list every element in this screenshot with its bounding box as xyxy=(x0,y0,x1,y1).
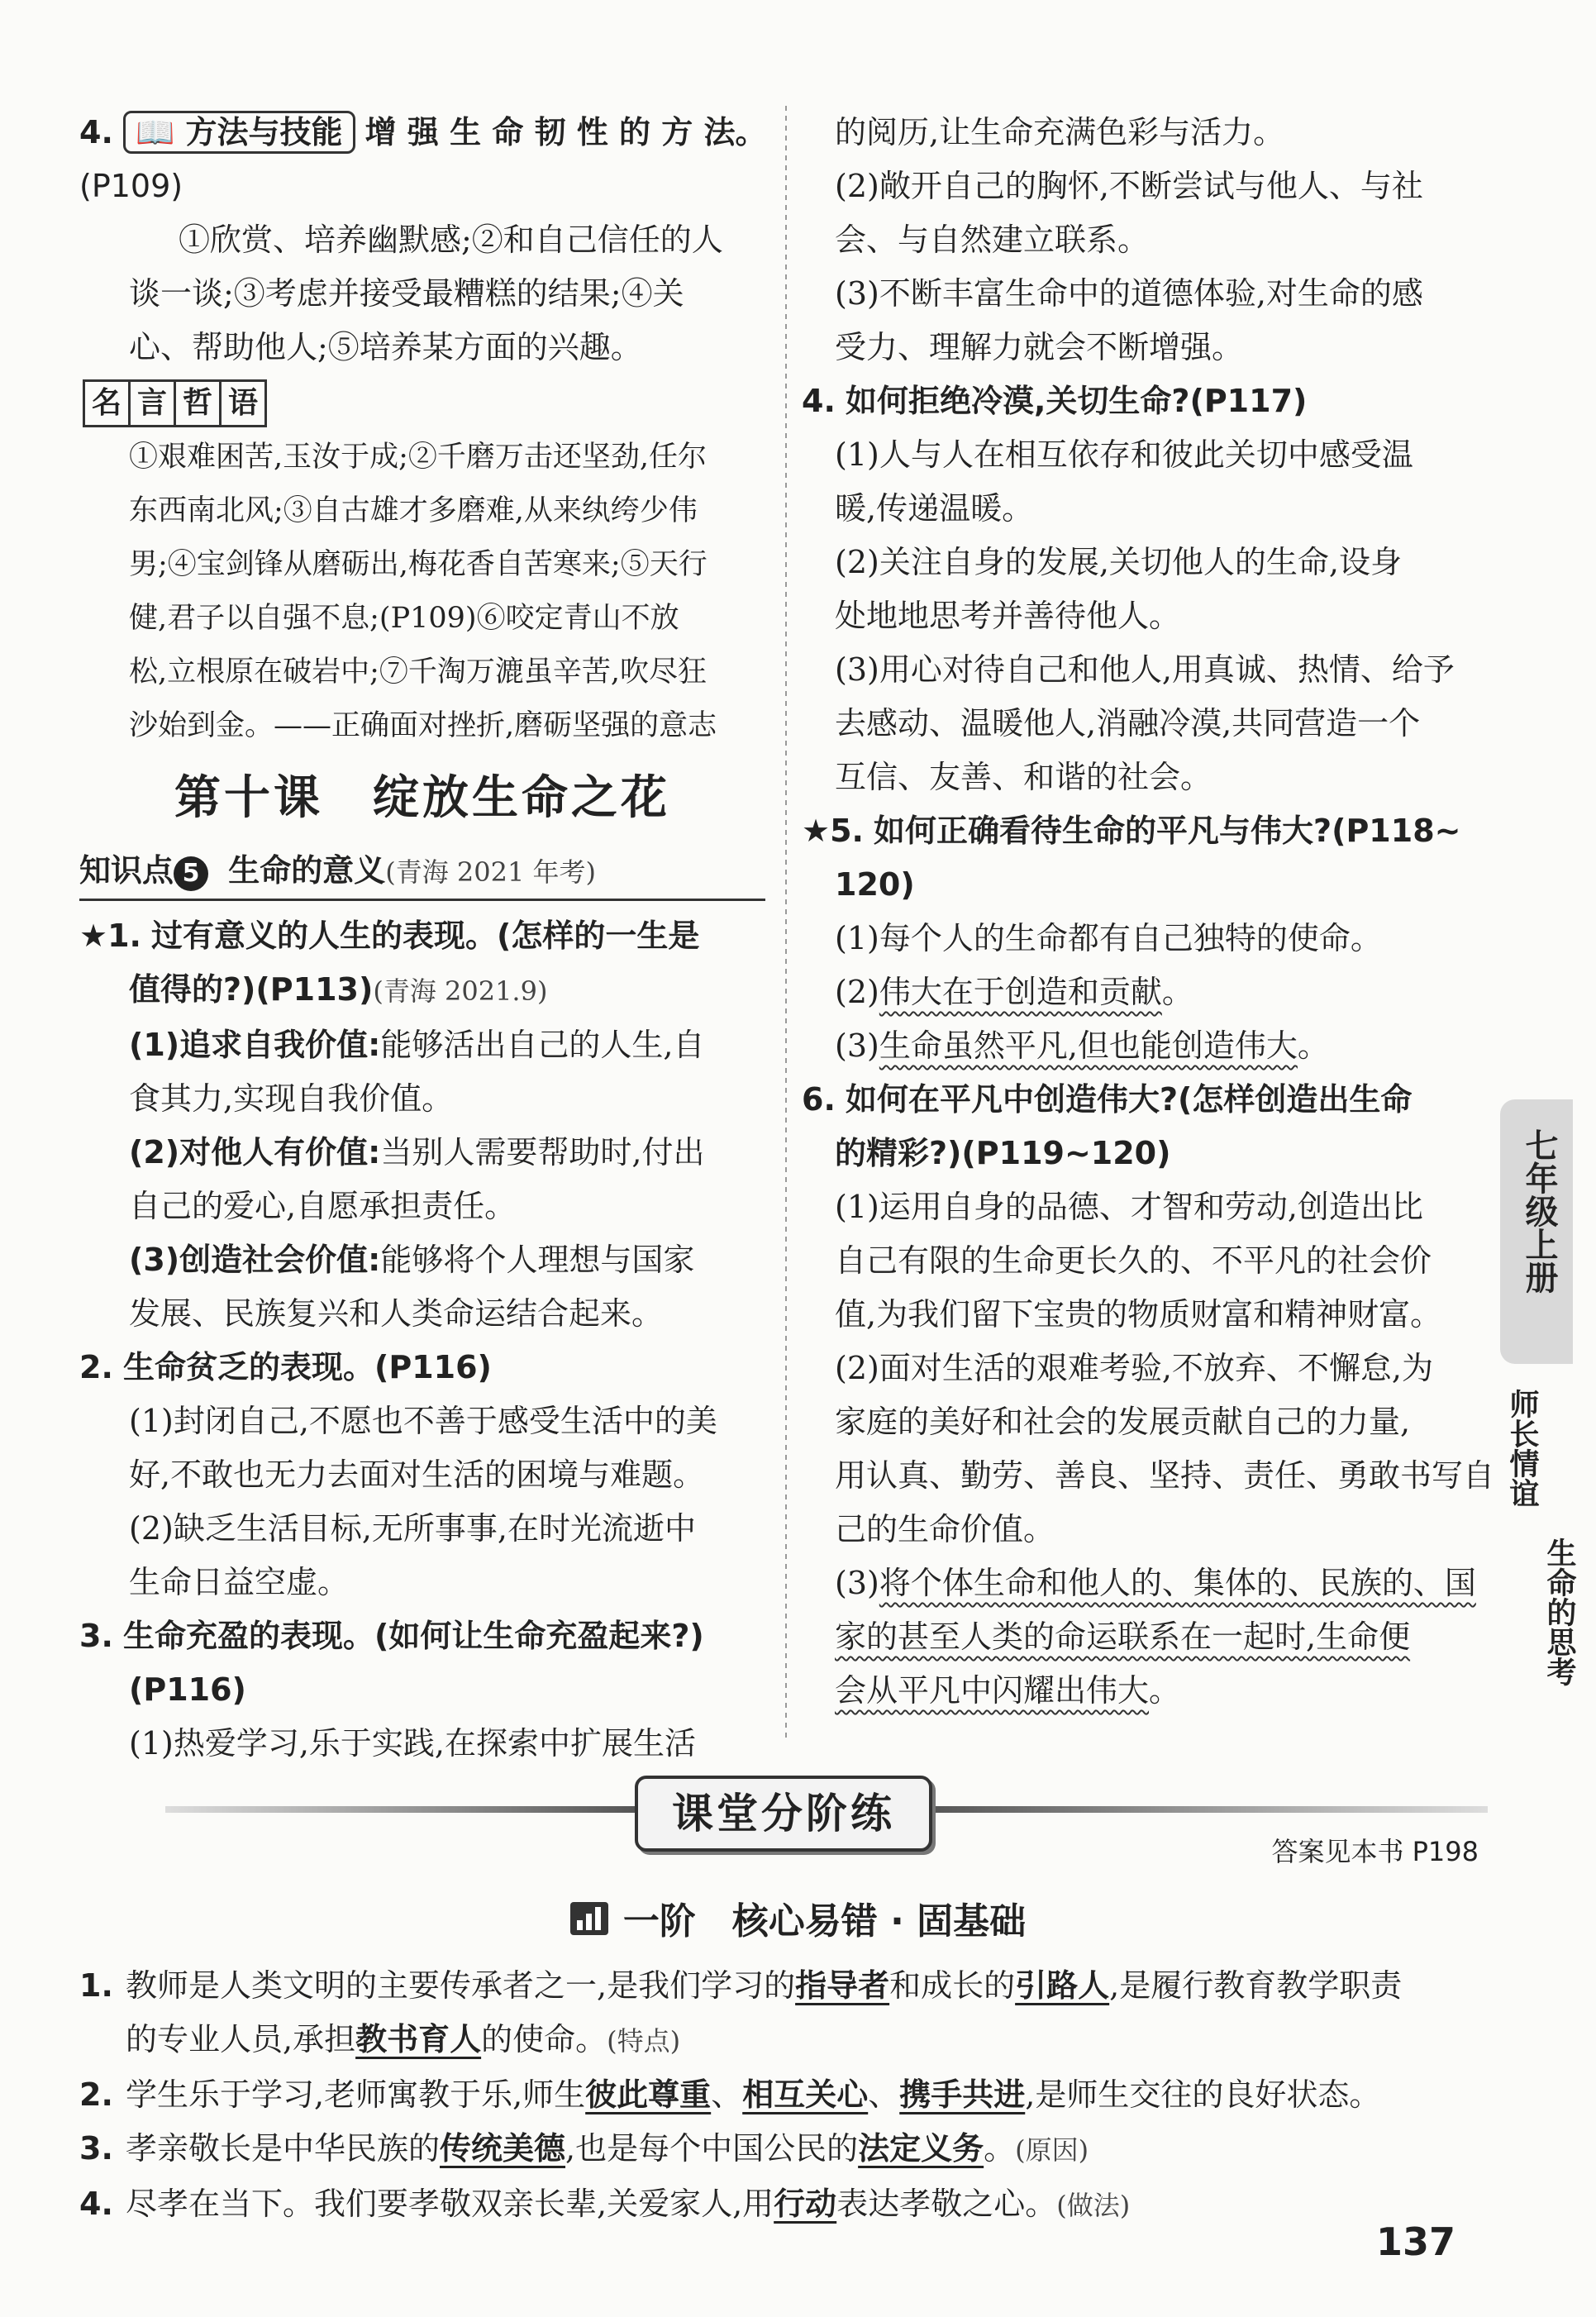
practice-text: 教师是人类文明的主要传承者之一,是我们学习的 xyxy=(126,1967,796,2004)
s3-heading: 3. 生命充盈的表现。(如何让生命充盈起来?) xyxy=(79,1618,704,1654)
answer-keyword: 彼此尊重 xyxy=(585,2076,712,2113)
r6-line: 自己有限的生命更长久的、不平凡的社会价 xyxy=(835,1242,1432,1279)
practice-list xyxy=(79,1959,1501,2233)
r6-line: 家庭的美好和社会的发展贡献自己的力量, xyxy=(835,1404,1411,1440)
practice-text: ,是师生交往的良好状态。 xyxy=(1025,2076,1381,2113)
r5-line: (3)生命虽然平凡,但也能创造伟大。 xyxy=(835,1027,1329,1064)
r5-line: (1)每个人的生命都有自己独特的使命。 xyxy=(835,920,1382,956)
grade-tab-label: 七年级上册 xyxy=(1520,1128,1558,1294)
r4-line: (2)关注自身的发展,关切他人的生命,设身 xyxy=(835,544,1402,580)
r4-line: 处地地思考并善待他人。 xyxy=(835,598,1181,634)
practice-item-number: 1. xyxy=(79,1967,113,2004)
q4-line: 谈一谈;③考虑并接受最糟糕的结果;④关 xyxy=(129,275,684,312)
answer-keyword: 指导者 xyxy=(795,1967,890,2004)
practice-text: ,是履行教育教学职责 xyxy=(1109,1967,1403,2004)
left-column xyxy=(79,106,765,1771)
r4-line: (1)人与人在相互依存和彼此关切中感受温 xyxy=(835,436,1413,473)
bar-chart-icon xyxy=(570,1895,608,1952)
r6-line: 值,为我们留下宝贵的物质财富和精神财富。 xyxy=(835,1296,1442,1333)
s1-item: 发展、民族复兴和人类命运结合起来。 xyxy=(129,1295,664,1332)
practice-text: 学生乐于学习,老师寓教于乐,师生 xyxy=(126,2076,586,2113)
s3-cont-line: 的阅历,让生命充满色彩与活力。 xyxy=(835,114,1285,150)
s3-cont-line: 会、与自然建立联系。 xyxy=(835,222,1150,258)
tier-heading: 一阶 核心易错 · 固基础 xyxy=(0,1893,1596,1952)
s3-cont-line: (2)敞开自己的胸怀,不断尝试与他人、与社 xyxy=(835,168,1423,204)
category-note: (原因) xyxy=(1015,2134,1089,2166)
practice-item xyxy=(79,2068,1501,2122)
r4-line: 互信、友善、和谐的社会。 xyxy=(835,759,1212,795)
book-icon: 📖 xyxy=(135,114,175,150)
s3-cont-line: (3)不断丰富生命中的道德体验,对生命的感 xyxy=(835,275,1423,312)
quote-line: 健,君子以自强不息;(P109)⑥咬定青山不放 xyxy=(129,602,679,635)
r6-line: (2)面对生活的艰难考验,不放弃、不懈怠,为 xyxy=(835,1350,1433,1386)
kp-number-badge: 5 xyxy=(174,856,208,891)
s1-item: 自己的爱心,自愿承担责任。 xyxy=(129,1188,517,1224)
s1-heading: ★1. 过有意义的人生的表现。(怎样的一生是 xyxy=(79,918,700,954)
answer-keyword: 携手共进 xyxy=(899,2076,1026,2113)
practice-text: 。 xyxy=(984,2130,1016,2167)
practice-text: 、 xyxy=(711,2076,743,2113)
category-note: (特点) xyxy=(607,2025,681,2057)
q4-line: 心、帮助他人;⑤培养某方面的兴趣。 xyxy=(129,329,642,365)
practice-item xyxy=(79,2177,1501,2233)
quote-line: ①艰难困苦,玉汝于成;②千磨万击还坚劲,任尔 xyxy=(129,441,707,474)
knowledge-point-title: 知识点 5 生命的意义(青海 2021 年考) xyxy=(79,844,765,901)
s1-item: 食其力,实现自我价值。 xyxy=(129,1080,454,1117)
answer-keyword: 教书育人 xyxy=(355,2021,482,2057)
quote-line: 男;④宝剑锋从磨砺出,梅花香自苦寒来;⑤天行 xyxy=(129,548,707,581)
s3-line: (1)热爱学习,乐于实践,在探索中扩展生活 xyxy=(129,1725,696,1762)
q4-heading: 4. 📖 方法与技能 增 强 生 命 韧 性 的 方 法。 xyxy=(79,106,765,160)
s2-line: 好,不敢也无力去面对生活的困境与难题。 xyxy=(129,1456,705,1493)
practice-text: 尽孝在当下。我们要孝敬双亲长辈,关爱家人,用 xyxy=(126,2186,774,2222)
practice-item-number: 4. xyxy=(79,2186,113,2222)
s1-item: (1)追求自我价值:能够活出自己的人生,自 xyxy=(129,1027,705,1063)
right-column xyxy=(802,106,1495,1718)
s1-item: (2)对他人有价值:当别人需要帮助时,付出 xyxy=(129,1134,705,1170)
answer-keyword: 行动 xyxy=(774,2186,837,2222)
practice-text: 孝亲敬长是中华民族的 xyxy=(126,2130,441,2167)
answer-keyword: 传统美德 xyxy=(440,2130,566,2167)
answer-keyword: 引路人 xyxy=(1015,1967,1110,2004)
practice-text: 、 xyxy=(868,2076,900,2113)
r5-heading: ★5. 如何正确看待生命的平凡与伟大?(P118~ xyxy=(802,813,1461,849)
s2-heading: 2. 生命贫乏的表现。(P116) xyxy=(79,1349,492,1385)
band-line-left xyxy=(165,1806,636,1813)
practice-band-title: 课堂分阶练 xyxy=(635,1776,932,1852)
r4-line: (3)用心对待自己和他人,用真诚、热情、给予 xyxy=(835,651,1455,688)
s2-line: (2)缺乏生活目标,无所事事,在时光流逝中 xyxy=(129,1510,696,1547)
page-number: 137 xyxy=(1375,2219,1455,2264)
answer-reference: 答案见本书 P198 xyxy=(1271,1836,1479,1867)
q4-line: ①欣赏、培养幽默感;②和自己信任的人 xyxy=(179,222,723,258)
r6-line: 己的生命价值。 xyxy=(835,1511,1055,1547)
quotes-label: 名 言 哲 语 xyxy=(83,379,264,427)
practice-item xyxy=(79,2122,1501,2177)
lesson-title: 第十课 绽放生命之花 xyxy=(174,771,670,825)
unit-sublabel: 生命的思考 xyxy=(1542,1538,1576,1686)
quote-line: 松,立根原在破岩中;⑦千淘万漉虽辛苦,吹尽狂 xyxy=(129,656,707,689)
unit-label: 师长情谊 xyxy=(1505,1389,1539,1508)
practice-item xyxy=(79,2013,1501,2068)
method-skill-tag: 📖 方法与技能 xyxy=(123,111,355,154)
practice-item-number: 3. xyxy=(79,2130,113,2167)
practice-text: 的使命。 xyxy=(481,2021,607,2057)
practice-text: 和成长的 xyxy=(889,1967,1016,2004)
r6-heading-2: 的精彩?)(P119~120) xyxy=(835,1135,1171,1171)
s3-heading-2: (P116) xyxy=(129,1671,246,1708)
r6-line: 家的甚至人类的命运联系在一起时,生命便 xyxy=(835,1619,1411,1655)
r6-line: 用认真、勤劳、善良、坚持、责任、勇敢书写自 xyxy=(835,1457,1495,1494)
r5-line: (2)伟大在于创造和贡献。 xyxy=(835,974,1193,1010)
quote-line: 东西南北风;③自古雄才多磨难,从来纨绔少伟 xyxy=(129,494,698,527)
s2-line: (1)封闭自己,不愿也不善于感受生活中的美 xyxy=(129,1403,717,1439)
practice-text: 表达孝敬之心。 xyxy=(836,2186,1057,2222)
r4-line: 暖,传递温暖。 xyxy=(835,490,1034,527)
practice-text: 的专业人员,承担 xyxy=(126,2021,356,2057)
column-divider xyxy=(785,106,787,1743)
answer-keyword: 法定义务 xyxy=(858,2130,984,2167)
s1-item: (3)创造社会价值:能够将个人理想与国家 xyxy=(129,1242,695,1278)
s3-cont-line: 受力、理解力就会不断增强。 xyxy=(835,329,1244,365)
r4-heading: 4. 如何拒绝冷漠,关切生命?(P117) xyxy=(802,383,1308,419)
r5-heading-2: 120) xyxy=(835,866,915,903)
s1-heading-2: 值得的?)(P113)(青海 2021.9) xyxy=(129,971,548,1008)
category-note: (做法) xyxy=(1056,2190,1131,2221)
s2-line: 生命日益空虚。 xyxy=(129,1564,350,1600)
answer-keyword: 相互关心 xyxy=(742,2076,869,2113)
r4-line: 去感动、温暖他人,消融冷漠,共同营造一个 xyxy=(835,705,1421,741)
practice-item-number: 2. xyxy=(79,2076,113,2113)
r6-heading: 6. 如何在平凡中创造伟大?(怎样创造出生命 xyxy=(802,1081,1413,1118)
quote-line: 沙始到金。——正确面对挫折,磨砺坚强的意志 xyxy=(129,709,717,742)
r6-line: (1)运用自身的品德、才智和劳动,创造出比 xyxy=(835,1189,1423,1225)
q4-page: (P109) xyxy=(79,168,183,204)
r6-line: (3)将个体生命和他人的、集体的、民族的、国 xyxy=(835,1565,1476,1601)
r6-line: 会从平凡中闪耀出伟大。 xyxy=(835,1672,1181,1709)
practice-item xyxy=(79,1959,1501,2013)
practice-text: ,也是每个中国公民的 xyxy=(565,2130,859,2167)
band-line-right xyxy=(926,1806,1488,1813)
